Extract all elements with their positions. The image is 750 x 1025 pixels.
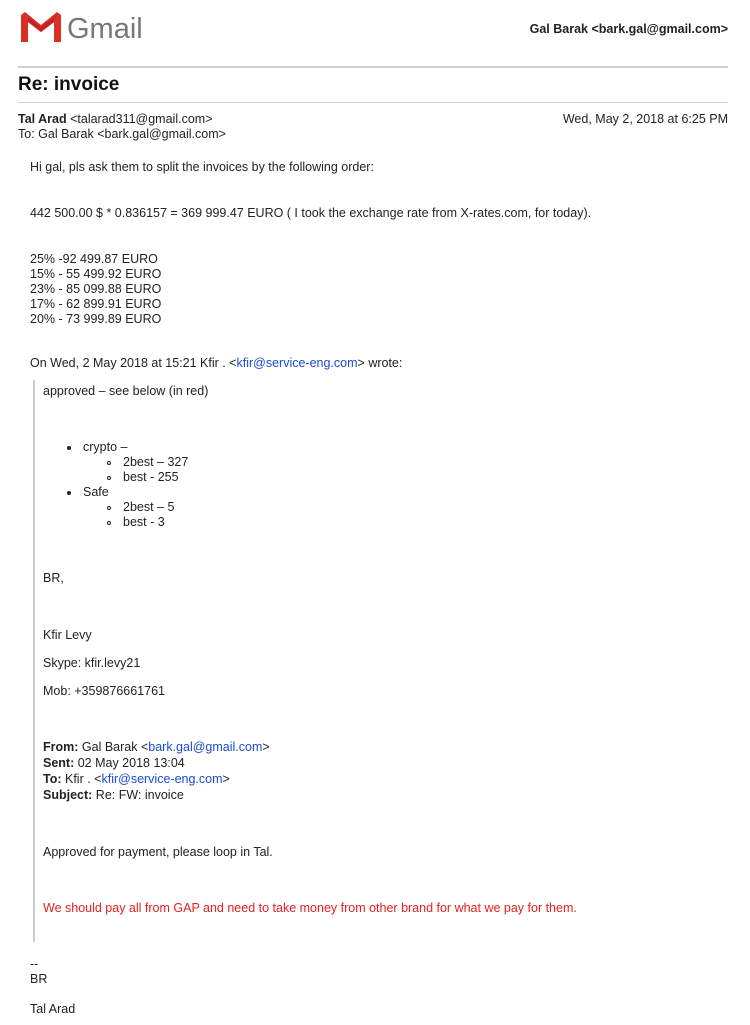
forward-to bbox=[43, 772, 230, 787]
forward-from bbox=[43, 740, 270, 755]
bullet-circle-icon bbox=[107, 506, 111, 510]
sub-list-item: best - 255 bbox=[123, 470, 179, 484]
quote-header-link[interactable]: kfir@service-eng.com bbox=[236, 356, 358, 370]
forward-to-link[interactable]: kfir@service-eng.com bbox=[101, 772, 223, 786]
forward-sent-value: 02 May 2018 13:04 bbox=[74, 756, 185, 770]
split-line: 20% - 73 999.89 EURO bbox=[30, 312, 162, 326]
split-line: 15% - 55 499.92 EURO bbox=[30, 267, 162, 281]
calculation-text: 442 500.00 $ * 0.836157 = 369 999.47 EURO ( I took the exchange rate from X-rates.com, for today). bbox=[30, 206, 592, 220]
split-line: 25% -92 499.87 EURO bbox=[30, 252, 158, 266]
signature-name: Kfir Levy bbox=[43, 628, 92, 642]
split-line: 17% - 62 899.91 EURO bbox=[30, 297, 162, 311]
sender-name: Tal Arad bbox=[18, 112, 67, 126]
forward-from-post: > bbox=[262, 740, 270, 754]
approved-text: approved – see below (in red) bbox=[43, 384, 209, 398]
account-label: Gal Barak <bark.gal@gmail.com> bbox=[529, 22, 728, 36]
bullet-circle-icon bbox=[107, 476, 111, 480]
forward-from-link[interactable]: bark.gal@gmail.com bbox=[148, 740, 263, 754]
email-from bbox=[18, 112, 213, 126]
sub-list-item: best - 3 bbox=[123, 515, 165, 529]
bullet-dot-icon bbox=[67, 491, 71, 495]
list-item: Safe bbox=[83, 485, 109, 499]
quote-header-post: > wrote: bbox=[357, 356, 403, 370]
quote-header-pre: On Wed, 2 May 2018 at 15:21 Kfir . < bbox=[30, 356, 237, 370]
forward-subject bbox=[43, 788, 184, 803]
email-subject: Re: invoice bbox=[18, 74, 120, 95]
top-bar bbox=[0, 0, 750, 60]
signature-dashes: -- bbox=[30, 957, 39, 971]
red-note-text: We should pay all from GAP and need to take money from other brand for what we pay for them. bbox=[43, 901, 577, 915]
forward-to-label: To: bbox=[43, 772, 62, 786]
quote-header bbox=[30, 356, 402, 371]
intro-text: Hi gal, pls ask them to split the invoices by the following order: bbox=[30, 160, 374, 174]
email-date: Wed, May 2, 2018 at 6:25 PM bbox=[562, 112, 728, 126]
forward-to-pre: Kfir . < bbox=[61, 772, 102, 786]
gmail-logo[interactable] bbox=[21, 10, 161, 48]
header-divider bbox=[18, 66, 728, 68]
email-to: To: Gal Barak <bark.gal@gmail.com> bbox=[18, 127, 226, 141]
gmail-envelope-icon bbox=[21, 12, 61, 42]
forward-subject-label: Subject: bbox=[43, 788, 93, 802]
sub-list-item: 2best – 5 bbox=[123, 500, 175, 514]
list-item: crypto – bbox=[83, 440, 128, 454]
approved-payment-text: Approved for payment, please loop in Tal. bbox=[43, 845, 273, 859]
forward-to-post: > bbox=[222, 772, 230, 786]
split-line: 23% - 85 099.88 EURO bbox=[30, 282, 162, 296]
gmail-logo-text: Gmail bbox=[67, 13, 143, 45]
forward-from-label: From: bbox=[43, 740, 79, 754]
signature-skype: Skype: kfir.levy21 bbox=[43, 656, 141, 670]
signature-mob: Mob: +359876661761 bbox=[43, 684, 165, 698]
bullet-circle-icon bbox=[107, 521, 111, 525]
sender-email: <talarad311@gmail.com> bbox=[66, 112, 213, 126]
quote-bar bbox=[33, 380, 35, 942]
bullet-dot-icon bbox=[67, 446, 71, 450]
forward-sent bbox=[43, 756, 185, 771]
signature-br: BR bbox=[30, 972, 48, 986]
subject-divider bbox=[18, 102, 728, 103]
signature-author: Tal Arad bbox=[30, 1002, 76, 1016]
forward-from-pre: Gal Barak < bbox=[78, 740, 149, 754]
forward-subject-value: Re: FW: invoice bbox=[92, 788, 184, 802]
bullet-circle-icon bbox=[107, 461, 111, 465]
forward-sent-label: Sent: bbox=[43, 756, 75, 770]
quote-br: BR, bbox=[43, 571, 64, 585]
sub-list-item: 2best – 327 bbox=[123, 455, 189, 469]
